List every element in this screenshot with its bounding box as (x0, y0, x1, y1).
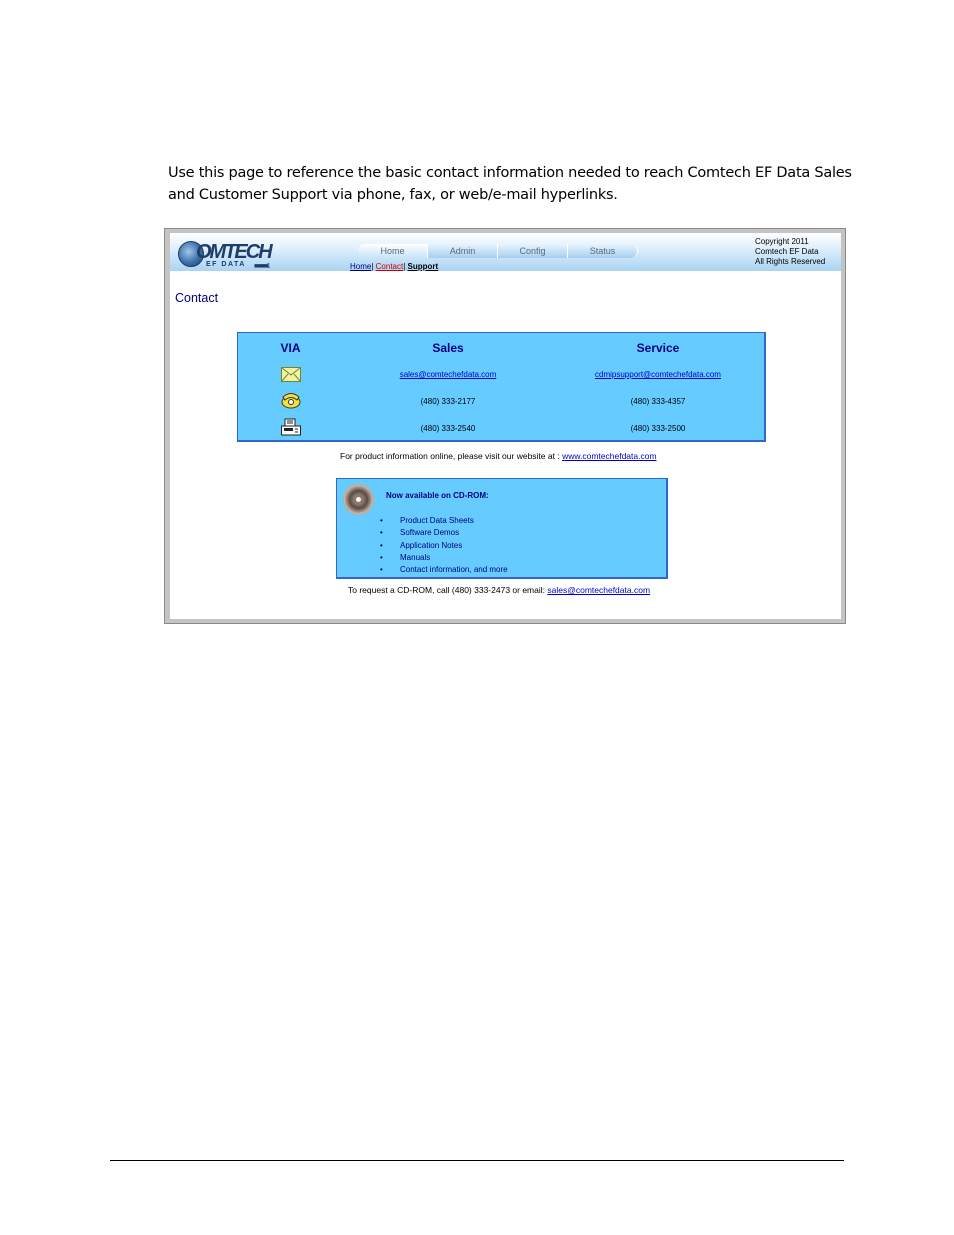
logo-wordmark: OMTECH (196, 241, 271, 263)
request-text: To request a CD-ROM, call (480) 333-2473 or email: (348, 585, 548, 595)
subnav-home-link[interactable]: Home (350, 262, 372, 271)
sales-phone: (480) 333-2177 (420, 397, 476, 406)
column-header-sales: Sales (432, 341, 464, 355)
sales-fax: (480) 333-2540 (420, 424, 476, 433)
list-item: • Software Demos (380, 527, 508, 539)
copyright-line: Copyright 2011 (755, 237, 809, 246)
subnav-separator: | (371, 262, 374, 271)
footer-divider (110, 1160, 844, 1161)
copyright-line: Comtech EF Data (755, 247, 819, 256)
intro-line-2: and Customer Support via phone, fax, or web/e-mail hyperlinks. (168, 186, 618, 203)
column-header-service: Service (636, 341, 680, 355)
subnav-contact-link[interactable]: Contact (375, 262, 404, 271)
website-notice (340, 451, 657, 461)
comtech-logo (178, 239, 308, 273)
telephone-icon (280, 392, 302, 409)
tab-admin[interactable]: Admin (428, 244, 498, 258)
contact-table (237, 332, 766, 442)
service-phone: (480) 333-4357 (630, 397, 686, 406)
logo-bars: ■■■■II. (254, 263, 270, 270)
cdrom-title: Now available on CD-ROM: (386, 491, 489, 500)
list-item: • Application Notes (380, 540, 508, 552)
copyright-notice (755, 237, 825, 267)
intro-line-1: Use this page to reference the basic contact information needed to reach Comtech EF Data Sales (168, 165, 852, 181)
tab-home[interactable]: Home (358, 244, 428, 258)
fax-machine-icon (280, 418, 302, 437)
sub-navigation (350, 262, 438, 271)
subnav-separator: | (403, 262, 406, 271)
column-header-via: VIA (280, 341, 301, 355)
list-item: • Manuals (380, 552, 508, 564)
list-item: • Contact information, and more (380, 564, 508, 576)
intro-text (168, 163, 858, 206)
cdrom-request-notice (348, 585, 650, 595)
logo-subtitle: EF DATA (206, 261, 246, 268)
cd-rom-icon (343, 484, 374, 515)
website-text: For product information online, please visit our website at : (340, 451, 563, 461)
cdrom-box (336, 478, 668, 579)
subnav-support-link[interactable]: Support (407, 262, 439, 271)
page-title: Contact (175, 291, 219, 305)
website-link[interactable]: www.comtechefdata.com (562, 451, 657, 461)
main-nav-tabs (358, 244, 638, 258)
list-item: • Product Data Sheets (380, 515, 508, 527)
tab-status[interactable]: Status (568, 244, 638, 258)
envelope-icon (281, 367, 301, 382)
sales-email-link[interactable]: sales@comtechefdata.com (399, 370, 497, 379)
service-email-link[interactable]: cdmipsupport@comtechefdata.com (595, 370, 721, 379)
tab-config[interactable]: Config (498, 244, 568, 258)
screenshot-frame (164, 228, 846, 624)
cdrom-list (380, 515, 508, 576)
copyright-line: All Rights Reserved (755, 257, 826, 266)
web-page (170, 233, 841, 619)
service-fax: (480) 333-2500 (630, 424, 686, 433)
request-email-link[interactable]: sales@comtechefdata.com (547, 585, 651, 595)
